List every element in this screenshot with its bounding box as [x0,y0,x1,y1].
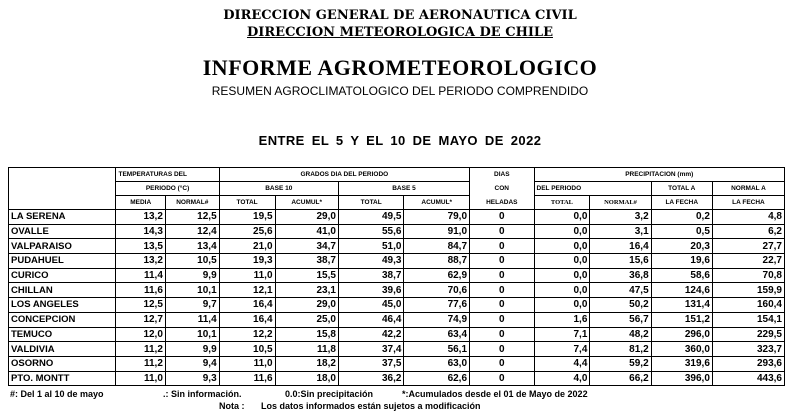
header-row-1 [9,168,785,182]
value-cell: 0 [470,283,534,298]
value-cell: 13,2 [116,210,165,225]
col-header: NORMAL# [165,196,219,210]
value-cell: 20,3 [651,239,712,254]
station-name: LOS ANGELES [9,298,116,313]
table-row [9,342,785,357]
value-cell: 12,5 [165,210,219,225]
value-cell: 0 [470,327,534,342]
value-cell: 46,4 [338,312,404,327]
value-cell: 443,6 [712,371,784,386]
value-cell: 229,5 [712,327,784,342]
footer-note-sin-info: .: Sin información. [163,389,242,399]
total-a-header: TOTAL A [651,182,712,196]
value-cell: 36,2 [338,371,404,386]
value-cell: 14,3 [116,224,165,239]
value-cell: 56,1 [404,342,470,357]
value-cell: 124,6 [651,283,712,298]
value-cell: 36,8 [590,268,651,283]
dias-header: DIAS [470,168,534,182]
table-row [9,356,785,371]
value-cell: 9,7 [165,298,219,313]
temp-header: TEMPERATURAS DEL [116,168,219,182]
value-cell: 13,4 [165,239,219,254]
station-header-cell [9,196,116,210]
value-cell: 13,5 [116,239,165,254]
value-cell: 0 [470,254,534,269]
value-cell: 12,5 [116,298,165,313]
value-cell: 42,2 [338,327,404,342]
value-cell: 3,1 [590,224,651,239]
col-header: LA FECHA [651,196,712,210]
value-cell: 293,6 [712,356,784,371]
value-cell: 50,2 [590,298,651,313]
value-cell: 319,6 [651,356,712,371]
value-cell: 4,0 [534,371,590,386]
value-cell: 0,0 [534,298,590,313]
value-cell: 0 [470,239,534,254]
value-cell: 151,2 [651,312,712,327]
value-cell: 12,0 [116,327,165,342]
value-cell: 11,0 [116,371,165,386]
value-cell: 12,7 [116,312,165,327]
col-header: LA FECHA [712,196,784,210]
precip-header: PRECIPITACION (mm) [534,168,784,182]
value-cell: 0 [470,268,534,283]
value-cell: 11,6 [116,283,165,298]
value-cell: 48,2 [590,327,651,342]
station-name: CHILLAN [9,283,116,298]
del-periodo-header: DEL PERIODO [534,182,651,196]
footer-nota-text: Los datos informados están sujetos a modificación [261,401,481,411]
value-cell: 11,4 [116,268,165,283]
value-cell: 0,2 [651,210,712,225]
value-cell: 11,8 [275,342,338,357]
table-row [9,312,785,327]
footer-nota-label: Nota : [219,401,245,411]
value-cell: 12,1 [219,283,275,298]
value-cell: 74,9 [404,312,470,327]
value-cell: 88,7 [404,254,470,269]
table-row [9,268,785,283]
value-cell: 19,6 [651,254,712,269]
value-cell: 27,7 [712,239,784,254]
value-cell: 39,6 [338,283,404,298]
value-cell: 62,9 [404,268,470,283]
station-name: VALPARAISO [9,239,116,254]
value-cell: 11,2 [116,342,165,357]
value-cell: 4,8 [712,210,784,225]
value-cell: 0,5 [651,224,712,239]
value-cell: 81,2 [590,342,651,357]
header-row-2 [9,182,785,196]
header-row-3 [9,196,785,210]
value-cell: 159,9 [712,283,784,298]
value-cell: 11,0 [219,268,275,283]
col-header: NORMAL# [590,196,651,210]
value-cell: 396,0 [651,371,712,386]
value-cell: 0,0 [534,210,590,225]
value-cell: 0 [470,210,534,225]
station-name: PUDAHUEL [9,254,116,269]
value-cell: 16,4 [219,298,275,313]
value-cell: 0 [470,356,534,371]
station-header-cell [9,182,116,196]
value-cell: 296,0 [651,327,712,342]
col-header: HELADAS [470,196,534,210]
normal-a-header: NORMAL A [712,182,784,196]
value-cell: 15,5 [275,268,338,283]
value-cell: 0 [470,224,534,239]
value-cell: 16,4 [219,312,275,327]
table-row [9,298,785,313]
value-cell: 34,7 [275,239,338,254]
footer-note-period: #: Del 1 al 10 de mayo [10,389,104,399]
station-name: CURICO [9,268,116,283]
value-cell: 6,2 [712,224,784,239]
station-name: TEMUCO [9,327,116,342]
value-cell: 49,5 [338,210,404,225]
value-cell: 3,2 [590,210,651,225]
value-cell: 0,0 [534,283,590,298]
value-cell: 51,0 [338,239,404,254]
col-header: ACUMUL* [275,196,338,210]
value-cell: 25,6 [219,224,275,239]
value-cell: 59,2 [590,356,651,371]
value-cell: 11,0 [219,356,275,371]
value-cell: 19,3 [219,254,275,269]
station-name: CONCEPCION [9,312,116,327]
value-cell: 70,6 [404,283,470,298]
station-name: OVALLE [9,224,116,239]
value-cell: 21,0 [219,239,275,254]
value-cell: 0 [470,298,534,313]
value-cell: 58,6 [651,268,712,283]
value-cell: 25,0 [275,312,338,327]
value-cell: 70,8 [712,268,784,283]
station-header-cell [9,168,116,182]
value-cell: 0,0 [534,239,590,254]
value-cell: 23,1 [275,283,338,298]
value-cell: 15,6 [590,254,651,269]
value-cell: 1,6 [534,312,590,327]
table-row [9,254,785,269]
value-cell: 4,4 [534,356,590,371]
value-cell: 0 [470,371,534,386]
value-cell: 323,7 [712,342,784,357]
value-cell: 0,0 [534,254,590,269]
value-cell: 18,0 [275,371,338,386]
value-cell: 131,4 [651,298,712,313]
table-row [9,327,785,342]
value-cell: 84,7 [404,239,470,254]
temp-header-2: PERIODO (°C) [116,182,219,196]
value-cell: 154,1 [712,312,784,327]
value-cell: 10,1 [165,327,219,342]
value-cell: 41,0 [275,224,338,239]
value-cell: 11,6 [219,371,275,386]
value-cell: 9,4 [165,356,219,371]
value-cell: 360,0 [651,342,712,357]
value-cell: 56,7 [590,312,651,327]
col-header: TOTAL [534,196,590,210]
table-row [9,283,785,298]
value-cell: 13,2 [116,254,165,269]
value-cell: 0 [470,312,534,327]
table-row [9,371,785,386]
value-cell: 9,9 [165,268,219,283]
value-cell: 10,5 [165,254,219,269]
station-name: PTO. MONTT [9,371,116,386]
value-cell: 7,1 [534,327,590,342]
footer-note-sin-precip: 0.0:Sin precipitación [285,389,374,399]
value-cell: 91,0 [404,224,470,239]
value-cell: 66,2 [590,371,651,386]
value-cell: 63,4 [404,327,470,342]
value-cell: 49,3 [338,254,404,269]
agro-table [8,167,785,386]
base10-header: BASE 10 [219,182,338,196]
value-cell: 160,4 [712,298,784,313]
value-cell: 0 [470,342,534,357]
value-cell: 29,0 [275,210,338,225]
value-cell: 10,5 [219,342,275,357]
value-cell: 9,9 [165,342,219,357]
value-cell: 63,0 [404,356,470,371]
org-line-2: DIRECCION METEOROLOGICA DE CHILE [247,25,553,40]
value-cell: 47,5 [590,283,651,298]
footer-note-acumulados: *:Acumulados desde el 01 de Mayo de 2022 [402,389,588,399]
value-cell: 38,7 [275,254,338,269]
value-cell: 55,6 [338,224,404,239]
value-cell: 7,4 [534,342,590,357]
table-row [9,210,785,225]
value-cell: 79,0 [404,210,470,225]
dias-header-2: CON [470,182,534,196]
value-cell: 29,0 [275,298,338,313]
value-cell: 12,2 [219,327,275,342]
value-cell: 15,8 [275,327,338,342]
base5-header: BASE 5 [338,182,469,196]
value-cell: 77,6 [404,298,470,313]
value-cell: 11,2 [116,356,165,371]
col-header: MEDIA [116,196,165,210]
value-cell: 37,5 [338,356,404,371]
report-title: INFORME AGROMETEOROLOGICO [202,55,598,80]
report-subtitle: RESUMEN AGROCLIMATOLOGICO DEL PERIODO COMPRENDIDO [211,84,589,98]
value-cell: 0,0 [534,268,590,283]
table-row [9,224,785,239]
value-cell: 22,7 [712,254,784,269]
value-cell: 10,1 [165,283,219,298]
value-cell: 45,0 [338,298,404,313]
grados-header: GRADOS DIA DEL PERIODO [219,168,469,182]
col-header: ACUMUL* [404,196,470,210]
station-name: LA SERENA [9,210,116,225]
table-row [9,239,785,254]
org-line-1: DIRECCION GENERAL DE AERONAUTICA CIVIL [223,8,577,23]
value-cell: 38,7 [338,268,404,283]
station-name: OSORNO [9,356,116,371]
value-cell: 19,5 [219,210,275,225]
value-cell: 12,4 [165,224,219,239]
value-cell: 11,4 [165,312,219,327]
value-cell: 18,2 [275,356,338,371]
station-name: VALDIVIA [9,342,116,357]
col-header: TOTAL [338,196,404,210]
col-header: TOTAL [219,196,275,210]
value-cell: 16,4 [590,239,651,254]
value-cell: 37,4 [338,342,404,357]
value-cell: 9,3 [165,371,219,386]
report-period: ENTRE EL 5 Y EL 10 DE MAYO DE 2022 [258,133,542,148]
value-cell: 62,6 [404,371,470,386]
value-cell: 0,0 [534,224,590,239]
